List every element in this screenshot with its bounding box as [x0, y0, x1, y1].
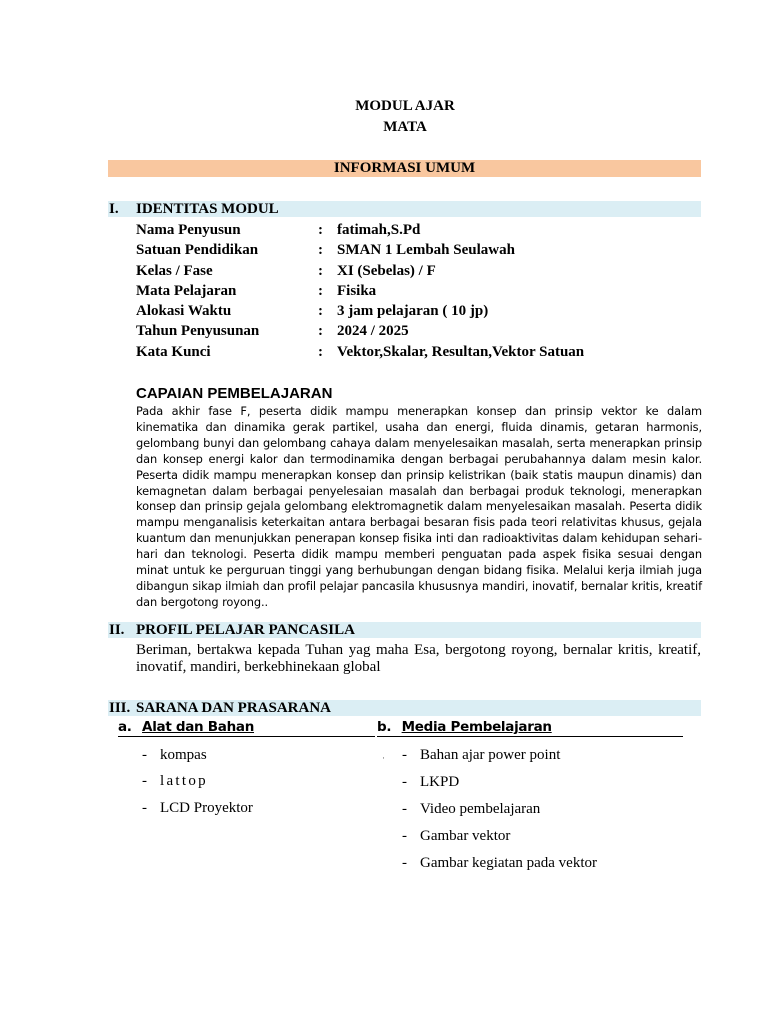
list-item-text: kompas [160, 747, 207, 763]
capaian-heading: CAPAIAN PEMBELAJARAN [136, 385, 333, 402]
stray-mark: · [382, 753, 385, 763]
section1-number: I. [109, 201, 119, 217]
list-dash: - [142, 773, 147, 789]
list-dash: - [402, 747, 407, 763]
document-title: MODUL AJAR [355, 98, 455, 114]
list-item-text: Gambar kegiatan pada vektor [420, 855, 598, 871]
document-subtitle: MATA [383, 119, 427, 135]
identitas-colon: : [318, 283, 323, 299]
media-heading [377, 720, 683, 737]
identitas-colon: : [318, 242, 323, 258]
capaian-paragraph: Pada akhir fase F, peserta didik mampu menerapkan konsep dan prinsip vektor ke dalam kinematika dan dinamika gerak partikel, usaha dan energi, fluida dinamis, getaran harmonis, gelombang bunyi dan gelombang cahaya dalam menyelesaikan masalah, serta menerapkan prinsip dan konsep energi kalor dan termodinamika dengan berbagai perubahannya dalam mesin kalor. Peserta didik mampu menerapkan konsep dan prinsip kelistrikan (baik statis maupun dinamis) dan kemagnetan dalam berbagai penyelesaian masalah dan berbagai produk teknologi, menerapkan konsep dan prinsip gejala gelombang elektromagnetik dalam menyelesaikan masalah. Peserta didik mampu menganalisis keterkaitan antara berbagai besaran fisis pada teori relativitas khusus, gejala kuantum dan menunjukkan penerapan konsep fisika inti dan radioaktivitas dalam kehidupan sehari-hari dan teknologi. Peserta didik mampu memberi penguatan pada aspek fisika sesuai dengan minat untuk ke perguruan tinggi yang berhubungan dengan bidang fisika. Melalui kerja ilmiah juga dibangun sikap ilmiah dan profil pelajar pancasila khususnya mandiri, inovatif, bernalar kritis, kreatif dan bergotong royong.. [136, 404, 702, 609]
identitas-value: Vektor,Skalar, Resultan,Vektor Satuan [337, 344, 585, 360]
identitas-value: SMAN 1 Lembah Seulawah [337, 242, 515, 258]
identitas-label: Kata Kunci [136, 344, 211, 360]
identitas-label: Tahun Penyusunan [136, 323, 260, 339]
list-dash: - [142, 747, 147, 763]
identitas-value: Fisika [337, 283, 377, 299]
alat-bahan-letter: a. [118, 719, 132, 735]
list-item-text: Gambar vektor [420, 828, 511, 844]
media-label: Media Pembelajaran [401, 719, 552, 735]
media-letter: b. [377, 719, 392, 735]
list-dash: - [402, 801, 407, 817]
identitas-colon: : [318, 222, 323, 238]
list-item-text: Bahan ajar power point [420, 747, 561, 763]
list-item-text: Video pembelajaran [420, 801, 541, 817]
section2-title: PROFIL PELAJAR PANCASILA [136, 622, 355, 638]
identitas-label: Satuan Pendidikan [136, 242, 259, 258]
identitas-label: Mata Pelajaran [136, 283, 237, 299]
section3-title: SARANA DAN PRASARANA [136, 700, 332, 716]
identitas-label: Alokasi Waktu [136, 303, 232, 319]
profil-paragraph: Beriman, bertakwa kepada Tuhan yag maha Esa, bergotong royong, bernalar kritis, kreatif, inovatif, mandiri, berkebhinekaan global [136, 642, 701, 675]
list-item-text: lattop [160, 773, 208, 789]
alat-bahan-label: Alat dan Bahan [142, 719, 255, 735]
identitas-value: 3 jam pelajaran ( 10 jp) [337, 303, 489, 319]
identitas-colon: : [318, 263, 323, 279]
identitas-colon: : [318, 323, 323, 339]
identitas-value: fatimah,S.Pd [337, 222, 421, 238]
section2-number: II. [109, 622, 125, 638]
list-dash: - [402, 774, 407, 790]
identitas-label: Kelas / Fase [136, 263, 213, 279]
identitas-label: Nama Penyusun [136, 222, 241, 238]
alat-bahan-heading [118, 720, 375, 737]
identitas-colon: : [318, 344, 323, 360]
list-dash: - [142, 800, 147, 816]
identitas-value: 2024 / 2025 [337, 323, 409, 339]
list-item-text: LCD Proyektor [160, 800, 253, 816]
identitas-colon: : [318, 303, 323, 319]
identitas-value: XI (Sebelas) / F [337, 263, 436, 279]
list-dash: - [402, 828, 407, 844]
list-item-text: LKPD [420, 774, 460, 790]
informasi-umum-heading: INFORMASI UMUM [333, 160, 476, 176]
section3-number: III. [109, 700, 131, 716]
list-dash: - [402, 855, 407, 871]
section1-title: IDENTITAS MODUL [136, 201, 279, 217]
